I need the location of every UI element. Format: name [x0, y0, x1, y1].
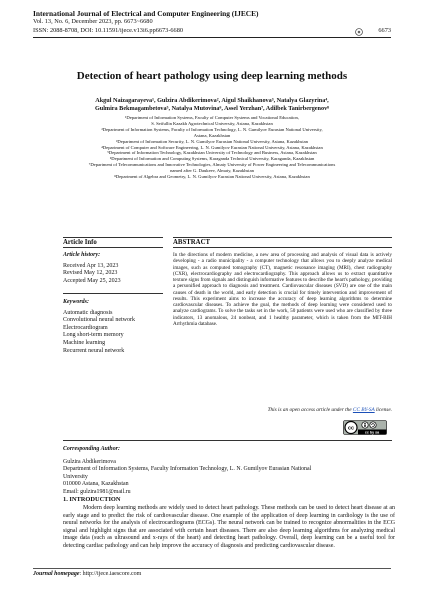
article-info-bottom-rule [63, 247, 163, 248]
author-address: 010000 Astana, Kazakhstan [63, 481, 129, 488]
affiliation-line: ⁴Department of Computer and Software Engineering, L. N. Gumilyov Eurasian National University, Astana, Kazakhstan [101, 144, 323, 150]
abstract-text: In the directions of modern medicine, a new area of processing and analysis of visual data is actively developing - a radio municipality - a computer technology that allows you to deeply analyze medical images, such as computed tomography (CT), magnetic resonance imaging (MRI), chest radiography (CXR), electrocardiography and electrocardiography. This approach allows us to extract quantitative texture signs from signals and distinguish informative features to describe the heart's pathology, providing a personified approach to diagnosis and treatment. Cardiovascular diseases (SVD) are one of the main causes of death in the world, and early detection is crucial for timely intervention and improvement of results. This experiment aims to increase the accuracy of deep learning algorithms to determine cardiovascular diseases. To achieve the goal, the methods of deep learning were considered used to analyze cardiograms. To solve the tasks set in the work, 50 patients were used who are classified by three indicators, 13 anomalous, 24 nonbeat, and 1 healthy parameter, which is taken from the MIT-BIH Arrhythmia database. [173, 252, 392, 327]
keywords-label: Keywords: [63, 299, 89, 305]
svg-text:cc: cc [348, 425, 354, 432]
affiliation-line: ⁸Department of Algebra and Geometry, L. N. Gumilyov Eurasian National University, Astana, Kazakhstan [114, 174, 310, 180]
affiliation-line: ²Department of Information Systems, Faculty of Information Technology, L. N. Gumilyov Eurasian National University, [101, 126, 323, 132]
keyword: Automatic diagnosis [63, 309, 113, 316]
keyword: Machine learning [63, 339, 106, 346]
journal-logo-icon [355, 28, 363, 36]
journal-name: International Journal of Electrical and Computer Engineering (IJECE) [33, 9, 259, 18]
footer-rule [33, 568, 391, 569]
affiliation-line: ⁶Department of Information and Computing Systems, Karaganda Technical University, Karaganda, Kazakhstan [109, 156, 315, 162]
affiliation-line: ⁷Department of Telecommunications and Innovative Technologies, Almaty University of Power Engineering and Telecommunications [88, 162, 336, 168]
introduction-heading: 1. INTRODUCTION [63, 496, 121, 503]
abstract-bottom-rule [173, 247, 392, 248]
keyword: Long short-term memory [63, 332, 124, 339]
author-line: Gulmira Bekmagambetova⁵, Natalya Mutovina⁶, Assel Yerzhan⁷, Adilbek Tanirbergenov⁸ [94, 105, 330, 112]
history-divider [63, 293, 163, 294]
author-email[interactable]: Email: gulzira1981@mail.ru [63, 489, 131, 496]
paper-title: Detection of heart pathology using deep learning methods [76, 70, 348, 82]
history-label: Article history: [63, 252, 101, 258]
affiliation-line: named after G. Daukeev, Almaty, Kazakhstan [170, 168, 254, 174]
author-department-cont: University [63, 473, 88, 480]
footer-label: Journal homepage [33, 571, 80, 577]
open-access-suffix: license. [374, 407, 392, 413]
keywords-block [63, 299, 163, 355]
article-history [63, 252, 163, 285]
corresponding-label: Corresponding Author: [63, 446, 120, 452]
author-department: Department of Information Systems, Faculty Information Technology, L. N. Gumilyov Eurasian National [63, 466, 312, 472]
revised-date: Revised May 12, 2023 [63, 270, 118, 277]
author-line: Akgul Naizagarayeva¹, Gulzira Abdikerimova², Aigul Shaikhanova³, Natalya Glazyrina⁴, [95, 97, 329, 104]
article-info-heading: Article Info [63, 239, 97, 246]
running-header [33, 10, 393, 35]
footer [33, 571, 141, 577]
affiliation-list [40, 115, 384, 180]
license-link[interactable]: CC BY-SA [352, 407, 375, 413]
keyword: Electrocardiogram [63, 324, 108, 331]
accepted-date: Accepted May 25, 2023 [63, 277, 121, 284]
cc-badge-label: cc by sa [364, 430, 380, 435]
corresponding-author-block [63, 446, 383, 454]
affiliation-line: ¹Department of Information Systems, Faculty of Computer Systems and Vocational Education, [125, 115, 299, 120]
keyword: Convolutional neural network [63, 317, 135, 324]
page-number: 6673 [378, 27, 391, 34]
author-name: Gulzira Abdikerimova [63, 459, 116, 465]
received-date: Received Apr 13, 2023 [63, 262, 119, 269]
header-rule [33, 37, 391, 38]
abstract-heading: ABSTRACT [173, 239, 211, 246]
affiliation-line: Astana, Kazakhstan [193, 132, 231, 138]
introduction-paragraph: Modern deep learning methods are widely used to detect heart pathology. These methods can be used to detect heart disease at an early stage and to predict the risk of cardiovascular disease. One example of the application of deep learning in cardiology is the use of neural networks for the analysis of electrocardiograms (ECGs). The neural network can be trained to recognize abnormalities in the ECG signal and highlight signs that are associated with certain heart diseases. There are also deep learning algorithms for analyzing medical image data (such as ultrasound and x-rays of the heart) and detecting heart pathology. Overall, deep learning can be a useful tool for detecting cardiac pathology and can help improve the accuracy of diagnosis and predicting cardiovascular disease. [63, 505, 395, 549]
issn-doi: ISSN: 2088-8708, DOI: 10.11591/ijece.v13i6.pp6673-6680 [33, 26, 184, 34]
article-info-top-rule [63, 237, 163, 238]
abstract-top-rule [173, 237, 392, 238]
volume-info: Vol. 13, No. 6, December 2023, pp. 6673~6680 [33, 18, 153, 26]
affiliation-line: ³Department of Information Security, L. N. Gumilyov Eurasian National University, Astana, Kazakhstan [116, 138, 308, 144]
corresponding-details-2 [63, 466, 383, 497]
introduction-body [63, 505, 395, 550]
affiliation-line: S. Seifullin Kazakh Agrotechnical University, Astana, Kazakhstan [151, 120, 273, 126]
cc-by-sa-license-icon[interactable] [343, 420, 387, 435]
keyword: Recurrent neural network [63, 347, 125, 354]
open-access-prefix: This is an open access article under the [267, 407, 353, 413]
author-list [40, 97, 384, 113]
abstract-end-rule [63, 440, 392, 441]
journal-homepage-link[interactable]: : http://ijece.iaescore.com [79, 571, 142, 577]
affiliation-line: ⁵Department of Information Technology, Kazakhstan University of Technology and Business, Astana, Kazakhstan [107, 150, 317, 156]
open-access-notice [173, 407, 392, 413]
